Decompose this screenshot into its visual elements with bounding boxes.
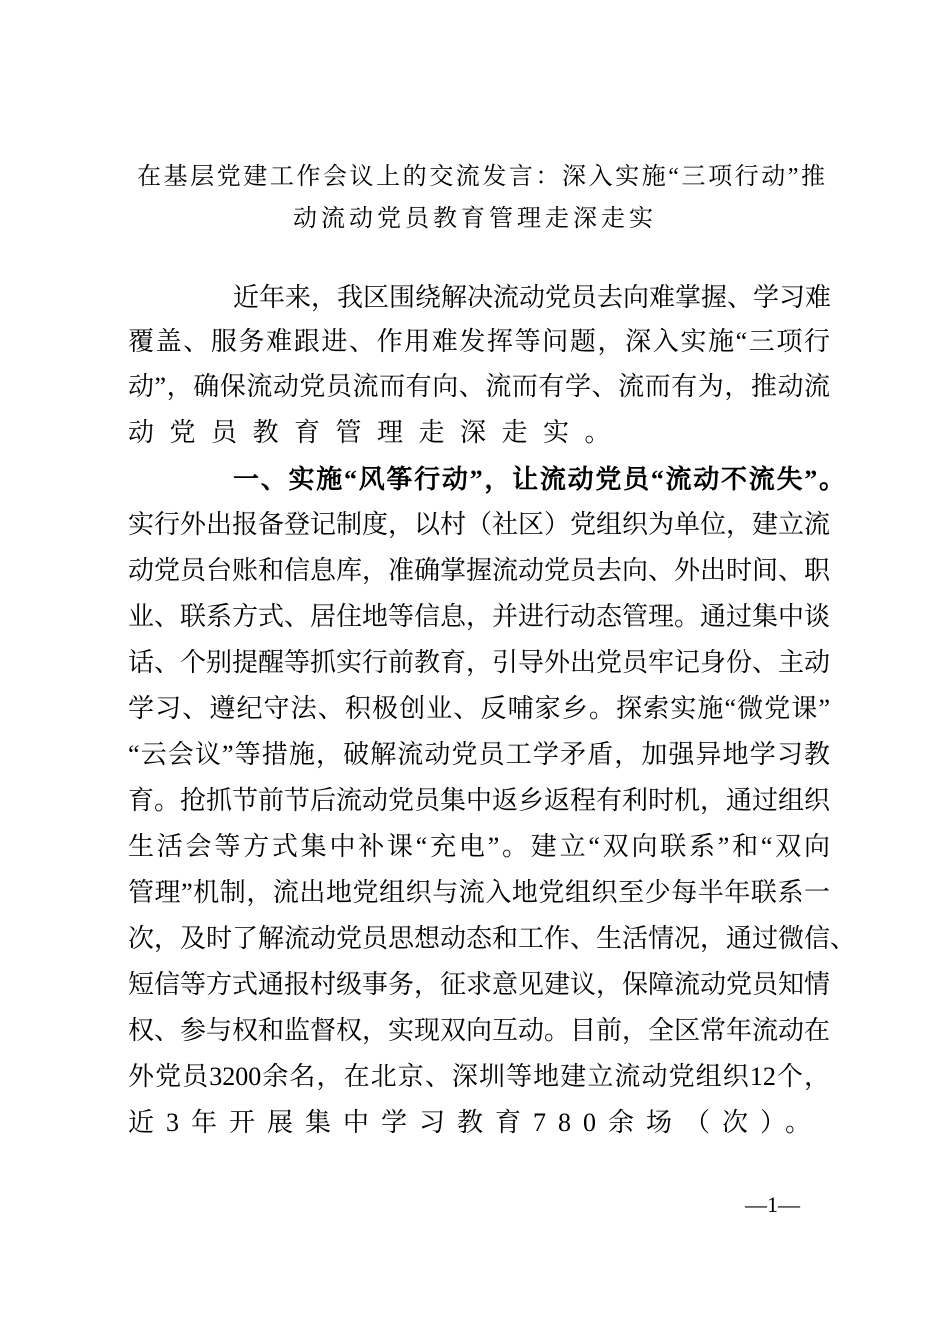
intro-line: 覆盖、服务难跟进、作用难发挥等问题，深入实施“三项行	[128, 327, 830, 356]
body-line: 近3年开展集中学习教育780余场（次）。	[128, 1108, 824, 1137]
section-heading: 一、实施“风筝行动”，让流动党员“流动不流失”。	[233, 465, 845, 494]
body-line: “云会议”等措施，破解流动党员工学矛盾，加强异地学习教	[128, 740, 830, 769]
body-line: 育。抢抓节前节后流动党员集中返乡返程有利时机，通过组织	[128, 786, 831, 815]
body-line: 业、联系方式、居住地等信息，并进行动态管理。通过集中谈	[128, 602, 831, 631]
body-line: 实行外出报备登记制度，以村（社区）党组织为单位，建立流	[128, 510, 831, 539]
body-line: 短信等方式通报村级事务，征求意见建议，保障流动党员知情	[128, 970, 831, 999]
document-title-line-2: 动流动党员教育管理走深走实	[293, 206, 657, 232]
body-line: 次，及时了解流动党员思想动态和工作、生活情况，通过微信、	[128, 924, 857, 953]
intro-line: 动党员教育管理走深走实。	[128, 418, 627, 447]
document-title-line-1: 在基层党建工作会议上的交流发言：深入实施“三项行动”推	[137, 164, 825, 190]
intro-line: 动”，确保流动党员流而有向、流而有学、流而有为，推动流	[128, 372, 830, 401]
body-line: 权、参与权和监督权，实现双向互动。目前，全区常年流动在	[128, 1016, 831, 1045]
page-number: —1—	[745, 1192, 800, 1217]
body-line: 外党员3200余名，在北京、深圳等地建立流动党组织12个，	[128, 1062, 830, 1091]
body-line: 管理”机制，流出地党组织与流入地党组织至少每半年联系一	[128, 878, 830, 907]
body-line: 生活会等方式集中补课“充电”。建立“双向联系”和“双向	[128, 832, 830, 861]
body-line: 话、个别提醒等抓实行前教育，引导外出党员牢记身份、主动	[128, 648, 831, 677]
body-line: 动党员台账和信息库，准确掌握流动党员去向、外出时间、职	[128, 556, 831, 585]
body-line: 学习、遵纪守法、积极创业、反哺家乡。探索实施“微党课”	[128, 694, 830, 723]
intro-line: 近年来，我区围绕解决流动党员去向难掌握、学习难	[233, 283, 832, 312]
